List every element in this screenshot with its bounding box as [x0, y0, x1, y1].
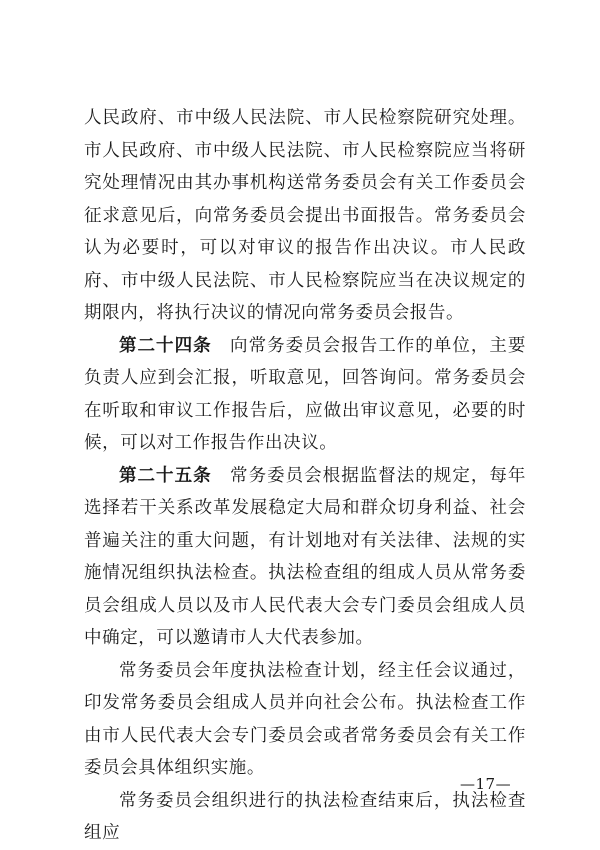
- article-number: 第二十四条: [119, 335, 212, 356]
- article-number: 第二十五条: [119, 465, 212, 486]
- paragraph-1: [84, 102, 526, 330]
- paragraph-4: [84, 655, 526, 785]
- paragraph-text: 向常务委员会报告工作的单位，主要负责人应到会汇报，听取意见，回答询问。常务委员会在听取和审议工作报告后，应做出审议意见，必要的时候，可以对工作报告作出决议。: [84, 335, 526, 453]
- paragraph-text: 常务委员会根据监督法的规定，每年选择若干关系改革发展稳定大局和群众切身利益、社会普遍关注的重大问题，有计划地对有关法律、法规的实施情况组织执法检查。执法检查组的组成人员从常务委员会组成人员以及市人民代表大会专门委员会组成人员中确定，可以邀请市人大代表参加。: [84, 465, 526, 648]
- paragraph-text: 常务委员会年度执法检查计划，经主任会议通过，印发常务委员会组成人员并向社会公布。执法检查工作由市人民代表大会专门委员会或者常务委员会有关工作委员会具体组织实施。: [84, 660, 526, 778]
- paragraph-article-25: [84, 460, 526, 655]
- paragraph-article-24: [84, 330, 526, 460]
- body-text: [84, 102, 526, 850]
- page-number: —17—: [460, 775, 512, 793]
- paragraph-5: [84, 785, 526, 850]
- paragraph-text: 常务委员会组织进行的执法检查结束后，执法检查组应: [84, 790, 526, 843]
- paragraph-text: 人民政府、市中级人民法院、市人民检察院研究处理。市人民政府、市中级人民法院、市人民检察院应当将研究处理情况由其办事机构送常务委员会有关工作委员会征求意见后，向常务委员会提出书面报告。常务委员会认为必要时，可以对审议的报告作出决议。市人民政府、市中级人民法院、市人民检察院应当在决议规定的期限内，将执行决议的情况向常务委员会报告。: [84, 108, 526, 323]
